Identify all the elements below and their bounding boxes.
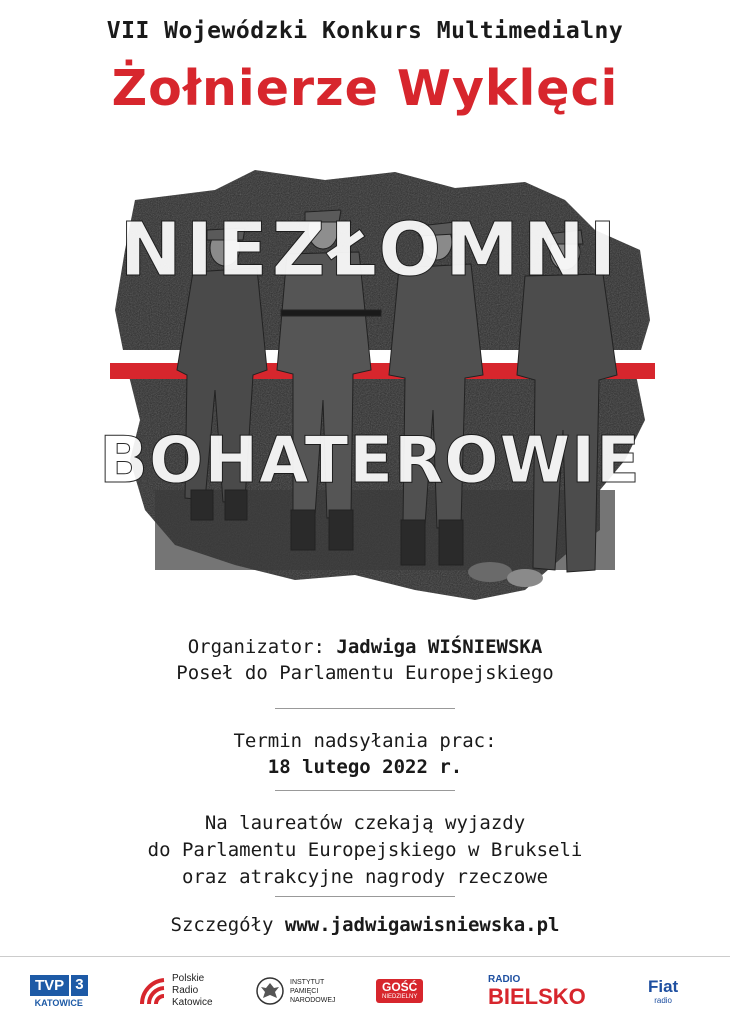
logo-text: INSTYTUT <box>290 978 325 986</box>
logo-text: GOŚĆ <box>382 980 418 994</box>
divider <box>275 896 455 897</box>
logo-text: RADIO <box>488 973 521 985</box>
hero-graphic <box>95 160 655 615</box>
tvp-city: KATOWICE <box>34 997 83 1008</box>
organizer-name: Jadwiga WIŚNIEWSKA <box>336 636 543 658</box>
ipn-logo <box>255 966 336 1016</box>
contest-subtitle: VII Wojewódzki Konkurs Multimedialny <box>106 18 624 44</box>
organizer-role: Poseł do Parlamentu Europejskiego <box>176 662 554 684</box>
organizer-block <box>0 634 730 686</box>
gosc-niedzielny-logo <box>376 966 423 1016</box>
radio-wave-icon <box>140 976 166 1006</box>
prize-line: Na laureatów czekają wyjazdy <box>204 812 526 834</box>
prize-block <box>0 810 730 891</box>
helmet <box>468 562 512 582</box>
contest-title: Żołnierze Wyklęci <box>111 60 619 117</box>
sponsor-logos <box>0 966 730 1021</box>
logo-text: PAMIĘCI <box>290 987 319 995</box>
deadline-block <box>0 728 730 780</box>
prize-line: oraz atrakcyjne nagrody rzeczowe <box>181 866 549 888</box>
logo-text: NARODOWEJ <box>290 996 336 1004</box>
details-label: Szczegóły <box>170 914 285 936</box>
deadline-label: Termin nadsyłania prac: <box>233 730 497 752</box>
organizer-label: Organizator: <box>187 636 337 658</box>
polskie-radio-katowice-logo <box>140 966 213 1016</box>
deadline-date: 18 lutego 2022 r. <box>267 756 463 778</box>
divider <box>275 790 455 791</box>
divider <box>275 708 455 709</box>
hero-image <box>95 160 655 615</box>
logo-text: NIEDZIELNY <box>382 994 418 1000</box>
website-link[interactable]: www.jadwigawisniewska.pl <box>284 914 560 936</box>
prize-line: do Parlamentu Europejskiego w Brukseli <box>147 839 583 861</box>
eagle-emblem-icon <box>255 976 285 1006</box>
logo-text: BIELSKO <box>488 983 586 1009</box>
logo-text: radio <box>654 995 673 1005</box>
logo-text: Katowice <box>172 997 213 1008</box>
radio-bielsko-logo <box>488 966 586 1016</box>
tvp-text: TVP <box>30 975 69 996</box>
tvp3-logo <box>30 966 88 1016</box>
fiat-radio-logo <box>648 966 678 1016</box>
logo-text: Radio <box>172 985 199 996</box>
hero-word-top: NIEZŁOMNI <box>119 207 621 293</box>
details-block <box>0 912 730 938</box>
tvp-number: 3 <box>71 975 87 996</box>
hero-word-bottom: BOHATEROWIE <box>99 424 641 498</box>
helmet <box>507 569 543 587</box>
logo-text: Fiat <box>648 976 679 996</box>
footer-divider <box>0 956 730 957</box>
logo-text: Polskie <box>172 973 205 984</box>
